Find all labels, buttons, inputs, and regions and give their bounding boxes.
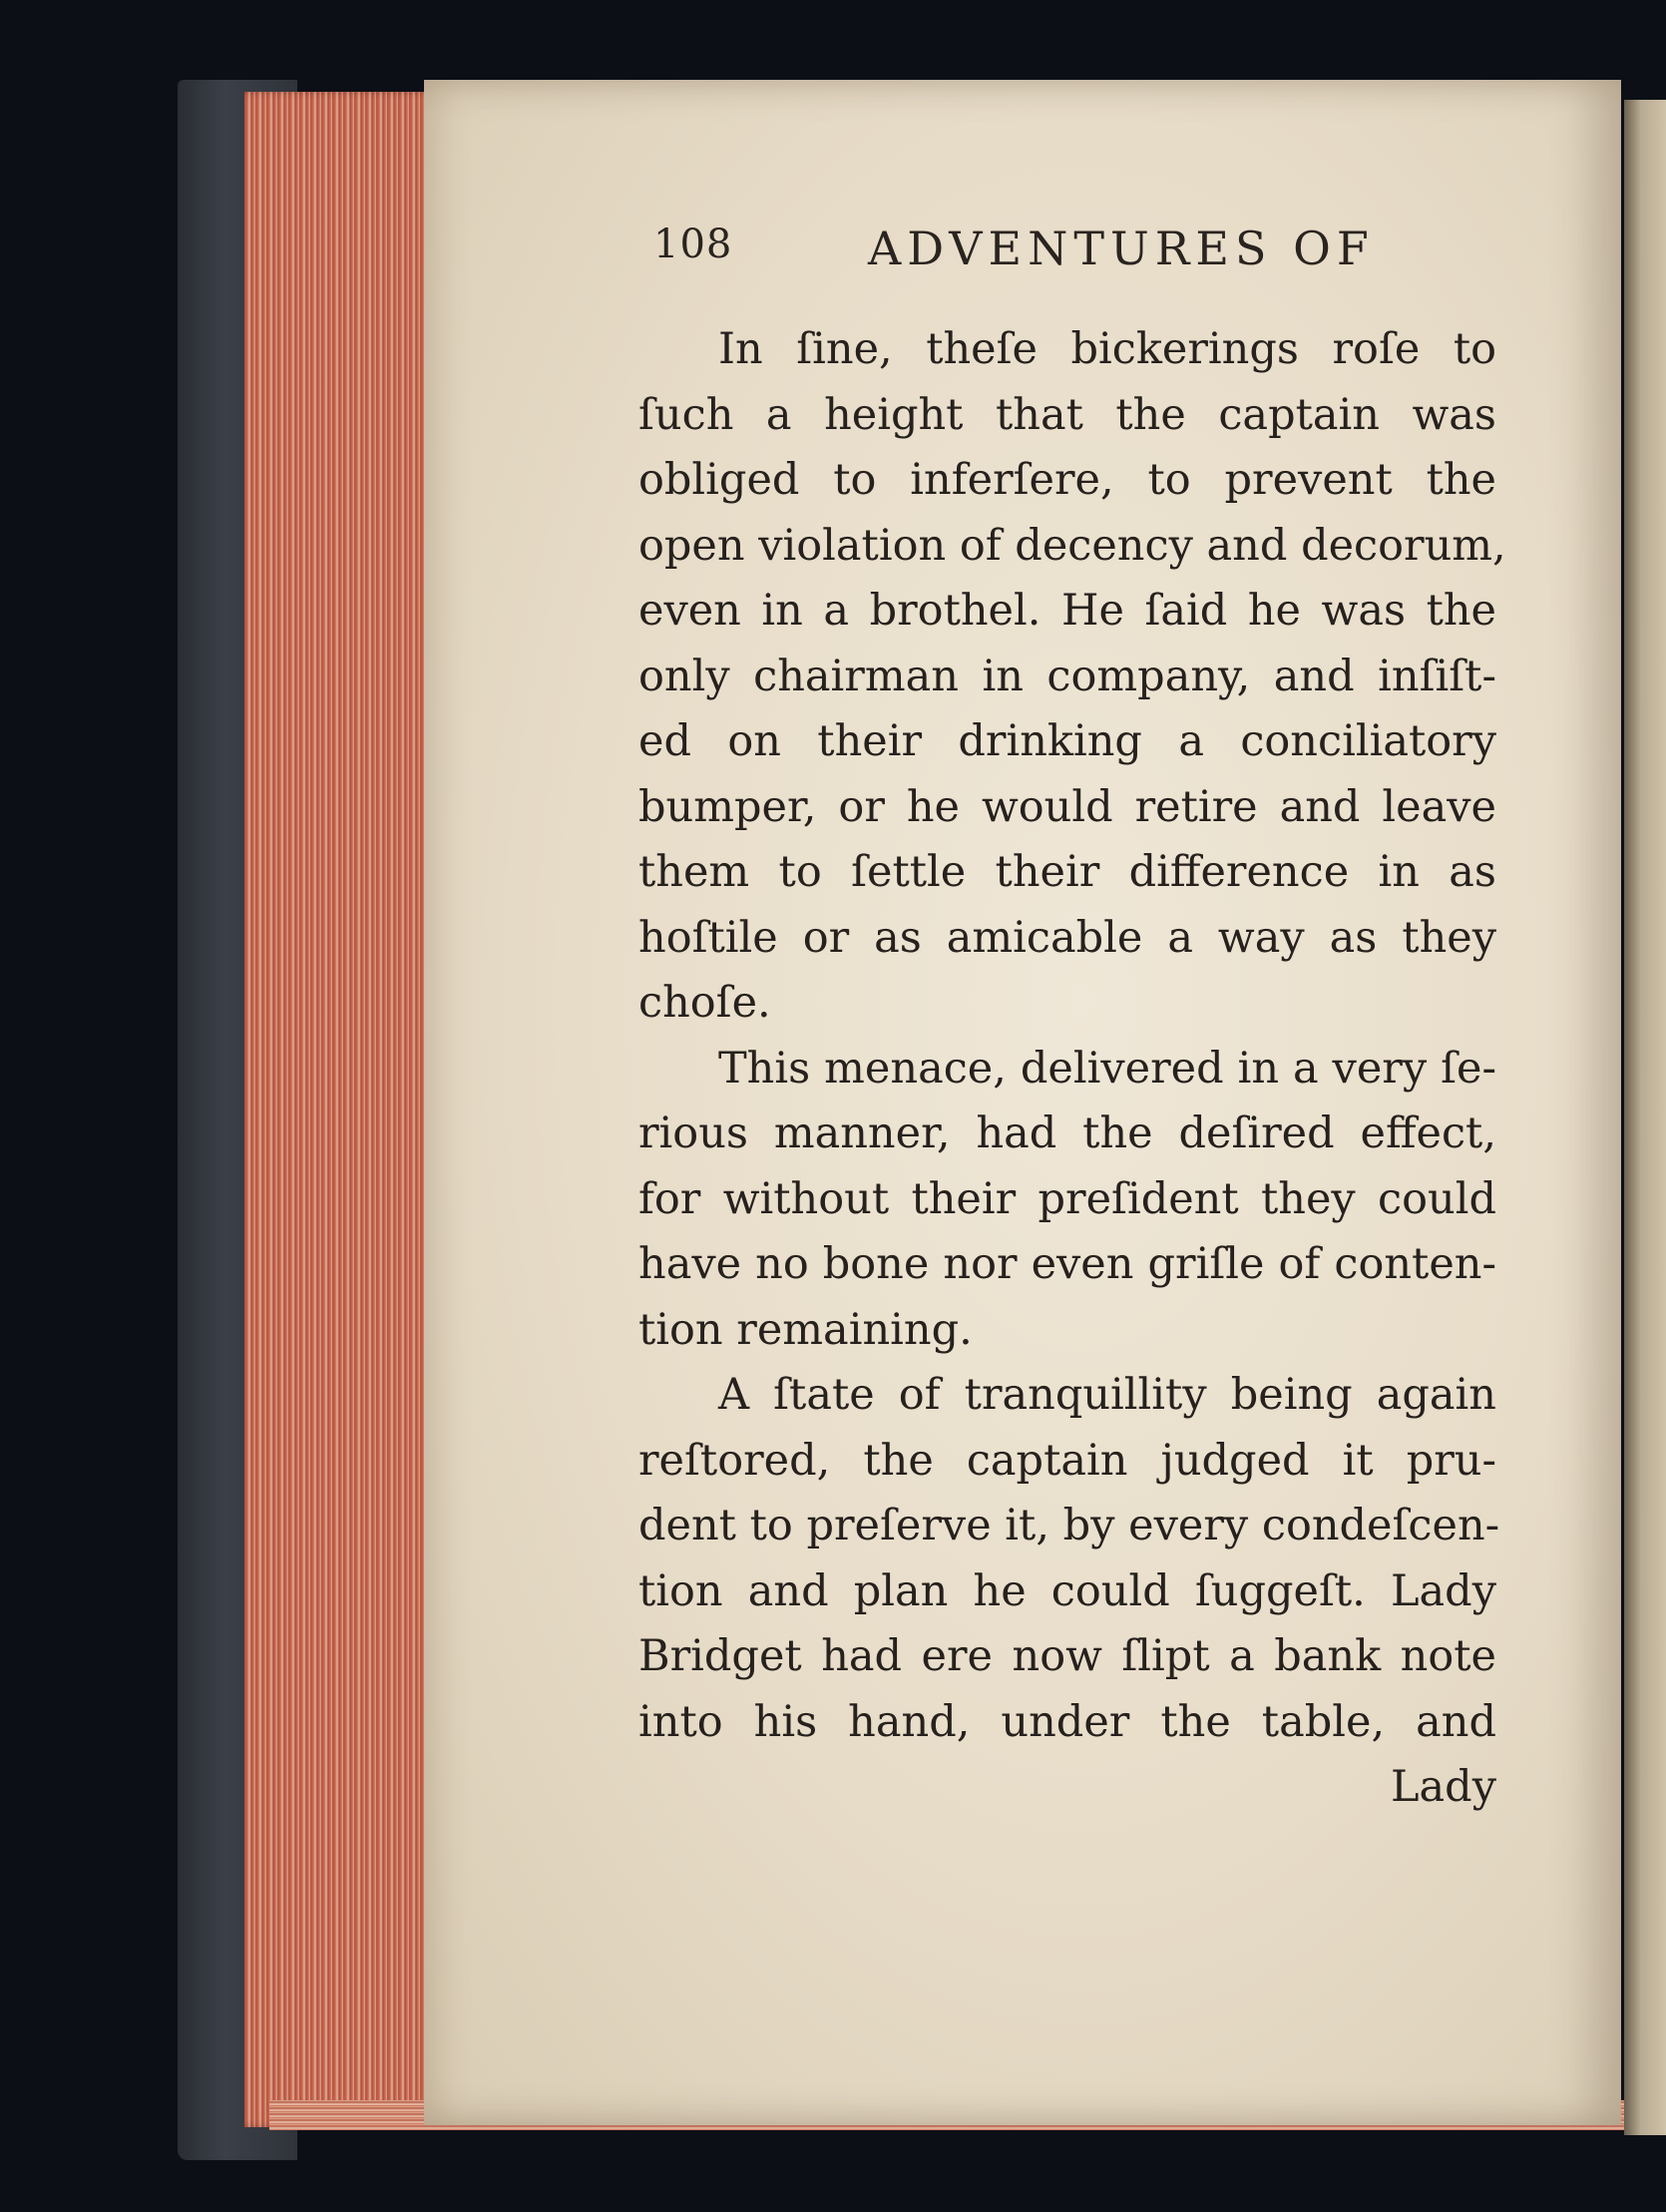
running-head <box>653 221 1412 281</box>
text-line: A ſtate of tranquillity being again <box>718 1370 1496 1420</box>
text-line: for without their preſident they could <box>638 1173 1496 1224</box>
text-line: even in a brothel. He ſaid he was the <box>638 586 1496 636</box>
text-line: only chairman in company, and inſiſt- <box>638 651 1496 701</box>
text-line: ed on their drinking a conciliatory <box>638 716 1496 766</box>
text-line: dent to preſerve it, by every condeſcen- <box>638 1501 1500 1550</box>
text-line: ſuch a height that the captain was <box>638 389 1496 440</box>
text-line: them to ſettle their difference in as <box>638 847 1496 897</box>
text-line: choſe. <box>638 978 771 1028</box>
running-title: ADVENTURES OF <box>868 221 1375 275</box>
text-line: tion and plan he could ſuggeſt. Lady <box>638 1565 1496 1616</box>
text-line: obliged to inferſere, to prevent the <box>638 455 1496 505</box>
text-line: tion remaining. <box>638 1304 973 1355</box>
text-line: This menace, delivered in a very ſe- <box>718 1043 1496 1094</box>
body-text <box>638 317 1506 1821</box>
text-line: have no bone nor even griſle of conten- <box>638 1239 1496 1289</box>
catchword: Lady <box>1390 1762 1496 1812</box>
page-number: 108 <box>653 221 733 267</box>
text-line: reſtored, the captain judged it pru- <box>638 1435 1496 1486</box>
text-line: bumper, or he would retire and leave <box>638 781 1496 832</box>
text-line: In ſine, theſe bickerings roſe to <box>718 324 1496 374</box>
text-line: rious manner, had the deſired effect, <box>638 1108 1496 1158</box>
text-line: Bridget had ere now ſlipt a bank note <box>638 1631 1496 1681</box>
text-line: open violation of decency and decorum, <box>638 520 1506 571</box>
page-edges <box>244 92 444 2127</box>
text-line: hoſtile or as amicable a way as they <box>638 912 1496 963</box>
text-line: into his hand, under the table, and <box>638 1696 1496 1747</box>
facing-page-edge <box>1624 100 1666 2135</box>
